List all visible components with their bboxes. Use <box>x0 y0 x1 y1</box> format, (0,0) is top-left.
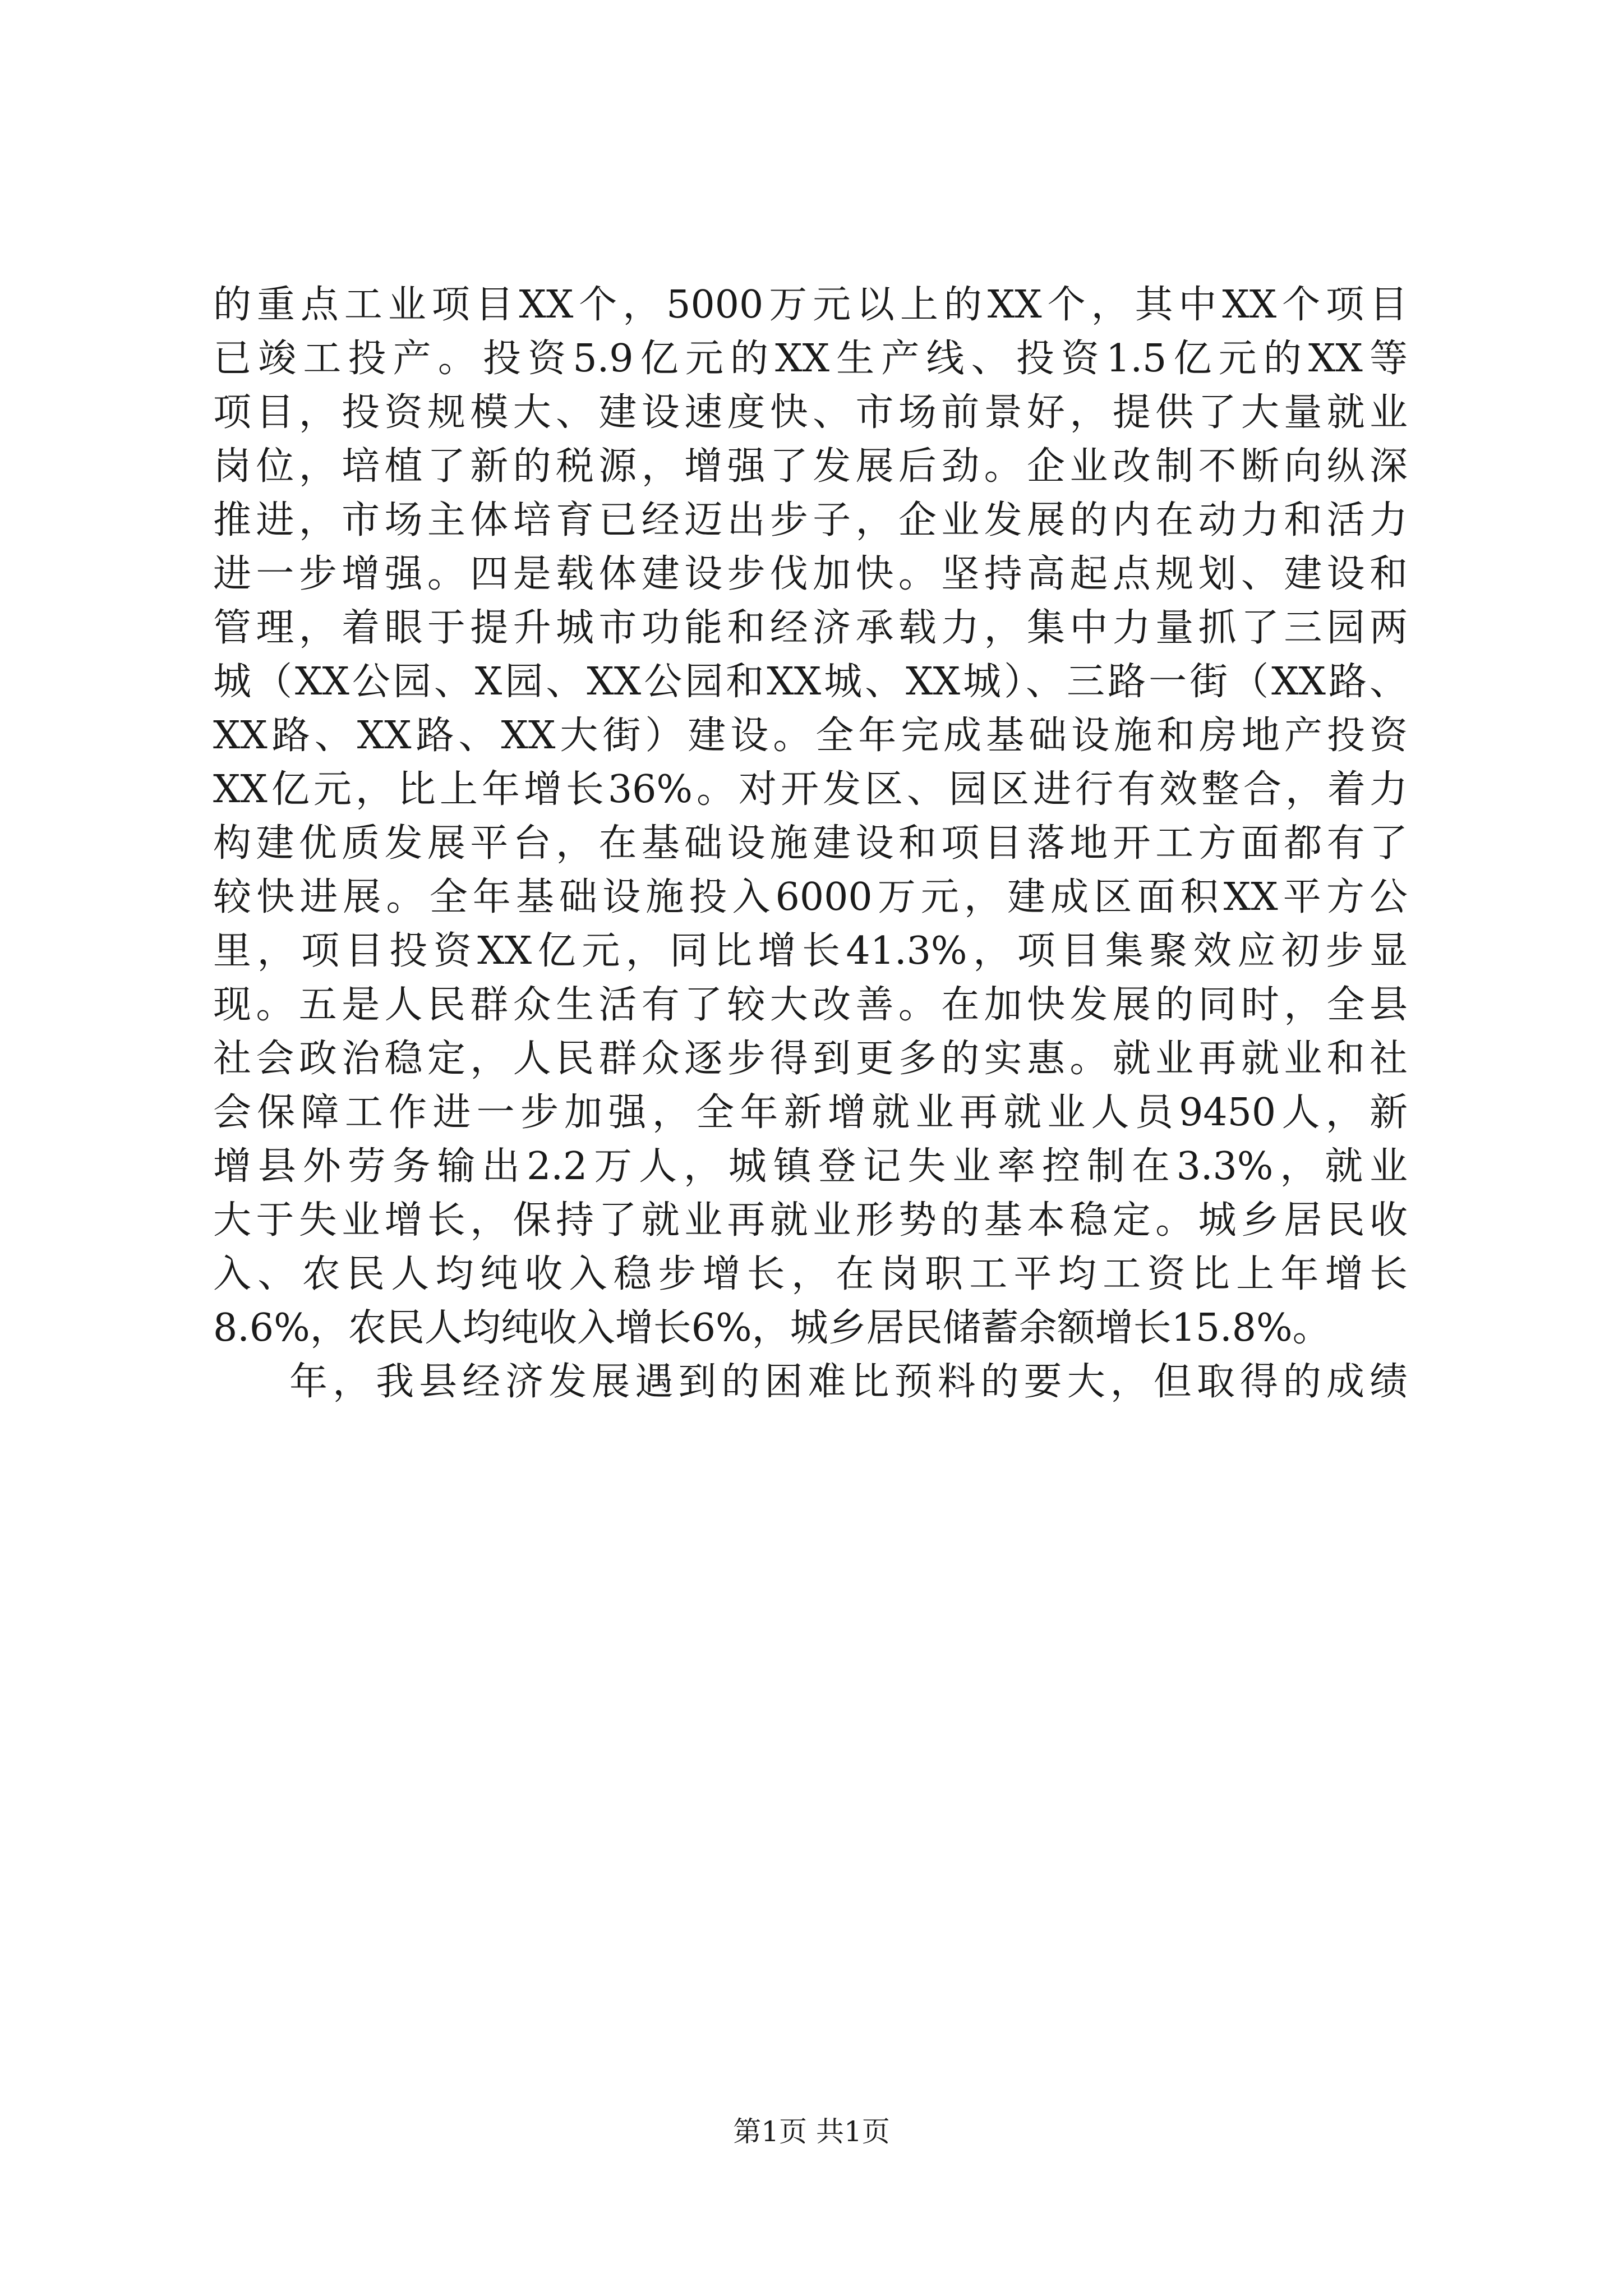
text-line-content: 大于失业增长，保持了就业再就业形势的基本稳定。城乡居民收 <box>213 1198 1408 1243</box>
text-line <box>213 444 1408 501</box>
text-line-content: 入、农民人均纯收入稳步增长，在岗职工平均工资比上年增长 <box>213 1252 1408 1296</box>
text-line <box>213 1252 1408 1309</box>
text-line-content: 8.6%，农民人均纯收入增长6%，城乡居民储蓄余额增长15.8%。 <box>213 1306 1331 1350</box>
text-line-content: 里，项目投资XX亿元，同比增长41.3%，项目集聚效应初步显 <box>213 929 1408 973</box>
text-line <box>213 1144 1408 1202</box>
text-line <box>213 498 1408 555</box>
text-line-content: 项目，投资规模大、建设速度快、市场前景好，提供了大量就业 <box>213 390 1408 435</box>
text-line <box>213 606 1408 663</box>
text-line-content: 较快进展。全年基础设施投入6000万元，建成区面积XX平方公 <box>213 875 1408 919</box>
text-line <box>213 660 1408 717</box>
text-line-content: 社会政治稳定，人民群众逐步得到更多的实惠。就业再就业和社 <box>213 1037 1408 1081</box>
text-line <box>213 929 1408 986</box>
text-line-content: 年，我县经济发展遇到的困难比预料的要大，但取得的成绩 <box>289 1360 1408 1404</box>
page-footer: 第1页 共1页 <box>733 2115 890 2148</box>
text-line-content: XX亿元，比上年增长36%。对开发区、园区进行有效整合，着力 <box>213 767 1408 812</box>
text-line <box>213 983 1408 1040</box>
text-line <box>213 875 1408 932</box>
text-line <box>213 1306 1408 1363</box>
text-line-content: 岗位，培植了新的税源，增强了发展后劲。企业改制不断向纵深 <box>213 444 1408 489</box>
text-line-content: 进一步增强。四是载体建设步伐加快。坚持高起点规划、建设和 <box>213 552 1408 596</box>
document-body <box>213 283 1408 1417</box>
text-line-content: 的重点工业项目XX个，5000万元以上的XX个，其中XX个项目 <box>213 283 1408 327</box>
paragraph-first-line <box>213 1360 1408 1417</box>
text-line-content: 推进，市场主体培育已经迈出步子，企业发展的内在动力和活力 <box>213 498 1408 542</box>
text-line-content: 城（XX公园、X园、XX公园和XX城、XX城）、三路一街（XX路、 <box>213 660 1408 704</box>
text-line <box>213 767 1408 825</box>
text-line <box>213 1198 1408 1255</box>
text-line <box>213 337 1408 394</box>
text-line <box>213 283 1408 340</box>
text-line-content: 现。五是人民群众生活有了较大改善。在加快发展的同时，全县 <box>213 983 1408 1027</box>
text-line-content: XX路、XX路、XX大街）建设。全年完成基础设施和房地产投资 <box>213 714 1408 758</box>
text-line <box>213 821 1408 878</box>
text-line <box>213 390 1408 448</box>
text-line <box>213 1091 1408 1148</box>
text-line-content: 管理，着眼于提升城市功能和经济承载力，集中力量抓了三园两 <box>213 606 1408 650</box>
text-line <box>213 714 1408 771</box>
text-line-content: 构建优质发展平台，在基础设施建设和项目落地开工方面都有了 <box>213 821 1408 866</box>
text-line-content: 已竣工投产。投资5.9亿元的XX生产线、投资1.5亿元的XX等 <box>213 337 1408 381</box>
text-line-content: 增县外劳务输出2.2万人，城镇登记失业率控制在3.3%，就业 <box>213 1144 1408 1189</box>
text-line <box>213 1037 1408 1094</box>
text-line <box>213 552 1408 609</box>
text-line-content: 会保障工作进一步加强，全年新增就业再就业人员9450人，新 <box>213 1091 1408 1135</box>
